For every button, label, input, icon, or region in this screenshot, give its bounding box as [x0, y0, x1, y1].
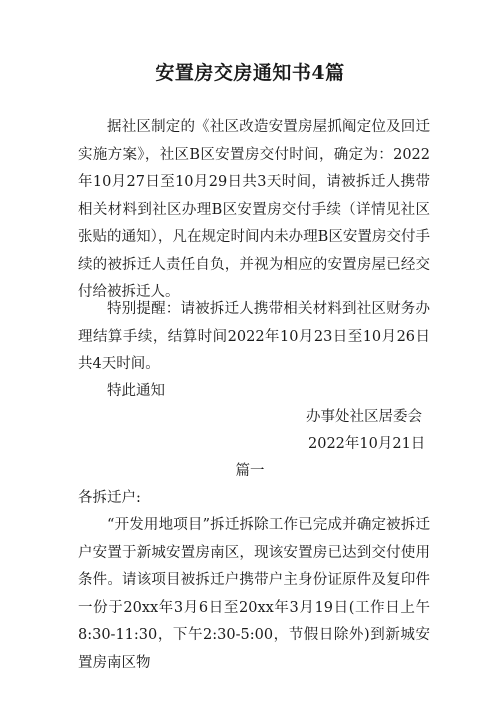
notice-paragraph-1: 据社区制定的《社区改造安置房屋抓阄定位及回迁实施方案》，社区B区安置房交付时间，确定为：2022年10月27日至10月29日共3天时间，请被拆迁人携带相关材料到社区办理B区安置房交付手续（详情见社区张贴的通知），凡在规定时间内未办理B区安置房交付手续的被拆迁人责任自负，并视为相应的安置房屋已经交付给被拆迁人。: [78, 119, 430, 300]
notice-closing: 特此通知: [107, 383, 165, 399]
notice-signer: 办事处社区居委会: [306, 409, 422, 425]
section-paragraph-1: “开发用地项目”拆迁拆除工作已完成并确定被拆迁户安置于新城安置房南区，现该安置房已达到交付使用条件。请该项目被拆迁户携带户主身份证原件及复印件一份于20xx年3月6日至20xx年3月19日(工作日上午8:30-11:30，下午2:30-5:00，节假日除外)到新城安置房南区物: [78, 517, 430, 671]
notice-paragraph-2: 特别提醒：请被拆迁人携带相关材料到社区财务办理结算手续，结算时间2022年10月23日至10月26日共4天时间。: [78, 301, 430, 372]
notice-date: 2022年10月21日: [308, 436, 426, 452]
section-heading: 篇一: [235, 463, 265, 479]
document-title: 安置房交房通知书4篇: [155, 62, 345, 84]
section-salutation: 各拆迁户:: [78, 490, 141, 506]
